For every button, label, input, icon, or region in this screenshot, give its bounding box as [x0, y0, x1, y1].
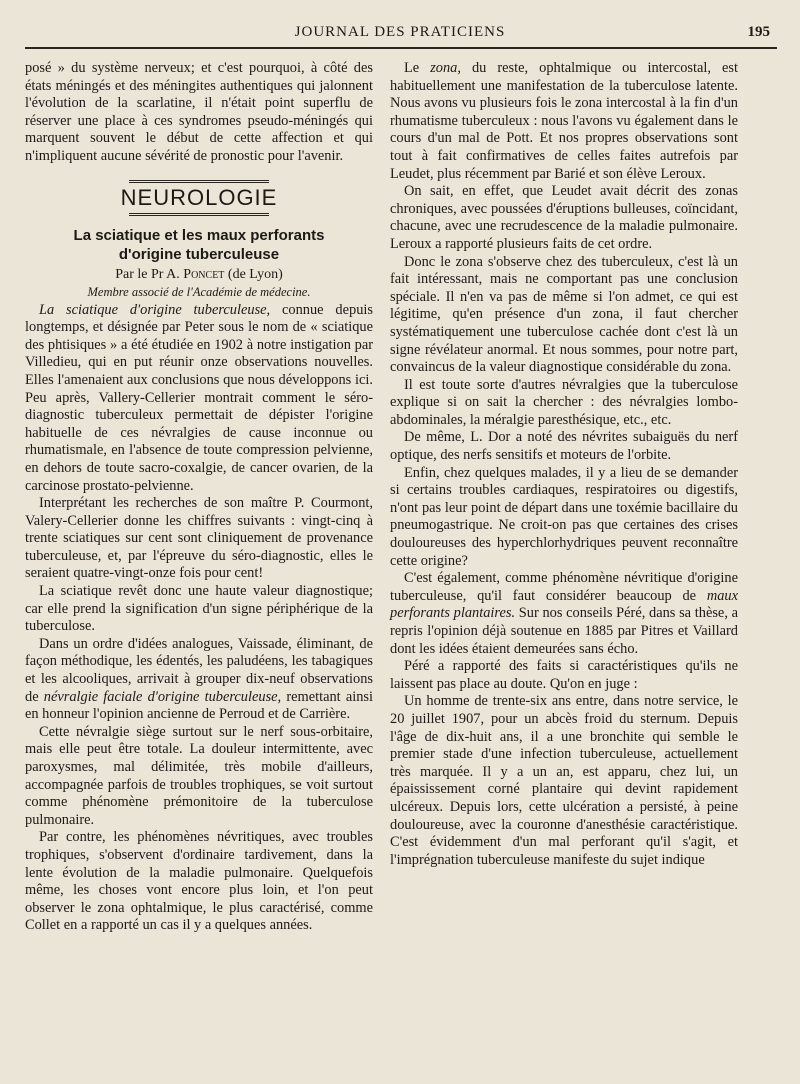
- paragraph: [390, 570, 738, 658]
- paragraph: Péré a rapporté des faits si caractéristiques qu'ils ne laissent pas place au doute. Qu'on en juge :: [390, 658, 738, 692]
- paragraph: Enfin, chez quelques malades, il y a lieu de se demander si certains troubles cardiaques, respiratoires ou digestifs, n'ont pas leur point de départ dans une toxémie bacillaire du pneumogastrique. Ne croit-on pas que certaines des crises douloureuses des hyperchlorhydriques peuvent reconnaître cette origine?: [390, 464, 738, 569]
- paragraph: De même, L. Dor a noté des névrites subaiguës du nerf optique, des nerfs sensitifs et moteurs de l'orbite.: [390, 429, 738, 464]
- paragraph: Interprétant les recherches de son maître P. Courmont, Valery-Cellerier donne les chiffres suivants : vingt-cinq à trente sciatiques sur cent sont cliniquement de provenance tuberculeuse, et, par l'épreuve du séro-diagnostic, elles le seraient quatre-vingt-onze fois pour cent!: [25, 495, 373, 582]
- header-rule: [25, 47, 777, 49]
- paragraph-text: du reste, ophtalmique ou intercostal, est habituellement une manifestation de la tuberculose latente. Nous avons vu plusieurs fois le zona intercostal à la fin d'un rhumatisme tuberculeux : nous l'avons vu également dans le cours d'un mal de Pott. Et nos propres observations sont tout à fait confirmatives de celles faites autrefois par Leudet, plus récemment par Barié et son élève Leroux.: [390, 60, 738, 182]
- italic-phrase: névralgie faciale d'origine tuberculeuse,: [43, 688, 282, 705]
- byline-prefix: Par le Pr A.: [115, 266, 184, 282]
- paragraph: La sciatique revêt donc une haute valeur diagnostique; car elle prend la signification d'un signe périphérique de la tuberculose.: [25, 583, 373, 635]
- byline-author: Poncet: [183, 266, 225, 282]
- paragraph: [25, 302, 373, 496]
- section-heading: [25, 180, 373, 218]
- author-affiliation: Membre associé de l'Académie de médecine.: [87, 284, 311, 299]
- paragraph: posé » du système nerveux; et c'est pourquoi, à côté des états méningés et des méningites authentiques qui jalonnent l'évolution de la scarlatine, il n'était point superflu de réserver une place à ces syndromes pseudo-méningés qui marquent souvent le début de cette affection et qui n'impliquent aucune sévérité de pronostic pour l'avenir.: [25, 60, 373, 164]
- paragraph: Donc le zona s'observe chez des tuberculeux, c'est là un fait intéressant, mais ne comportant pas une conclusion spéciale. Il n'en va pas de même si l'on admet, ce qui est légitime, qu'en présence d'un zona, il faut chercher systématiquement une tuberculose cachée dont c'est là un signe révélateur anormal. Et nous sommes, pour notre part, convaincus de la valeur diagnostique considérable du zona.: [390, 253, 738, 376]
- paragraph-text: connue depuis longtemps, et désignée par Peter sous le nom de « sciatique des phtisiques » a été étudiée en 1902 à notre instigation par Villedieu, qui en put réunir onze observations nouvelles. Elles l'amenaient aux conclusions que nous développons ici. Peu après, Vallery-Cellerier montrait comment le séro-diagnostic tuberculeux permettait de dépister l'origine habituelle de ces névralgies de cause inconnue ou rhumatismale, en l'absence de toute compression pelvienne, en dehors de toute sacro-coxalgie, de cancer ovarien, de la carcinose prostato-pelvienne.: [25, 301, 373, 494]
- italic-phrase: La sciatique d'origine tuberculeuse,: [39, 301, 271, 318]
- running-title: JOURNAL DES PRATICIENS: [294, 24, 506, 40]
- page-number: 195: [747, 24, 770, 40]
- paragraph: On sait, en effet, que Leudet avait décrit des zonas chroniques, avec poussées d'éruptions bulleuses, coïncidant, chacune, avec une recrudescence de la maladie pulmonaire. Leroux a rapporté plusieurs faits de cet ordre.: [390, 183, 738, 252]
- page-header: [0, 0, 800, 50]
- italic-phrase: maux perforants plantaires.: [390, 587, 738, 622]
- paragraph: Il est toute sorte d'autres névralgies que la tuberculose explique si on sait la chercher : des névralgies lombo-abdominales, la méralgie paresthésique, etc., etc.: [390, 376, 738, 428]
- paragraph: Par contre, les phénomènes névritiques, avec troubles trophiques, s'observent d'ordinaire tardivement, dans la lente évolution de la maladie pulmonaire. Quelquefois même, les choses vont encore plus loin, et l'on peut observer le zona ophtalmique, le plus caractérisé, comme Collet en a rapporté un cas il y a quelques années.: [25, 829, 373, 934]
- article-title-line-2: d'origine tuberculeuse: [118, 245, 280, 263]
- paragraph-text: Dans un ordre d'idées analogues, Vaissade, éliminant, de façon méthodique, les édentés, les paludéens, les tabagiques et les alcooliques, arrivait à grouper dix-neuf observations de: [25, 635, 373, 705]
- paragraph: Un homme de trente-six ans entre, dans notre service, le 20 juillet 1907, pour un abcès froid du sternum. Depuis l'âge de dix-huit ans, il a une bronchite qui semble le premier stade d'une infection tuberculeuse, actuellement très marquée. Il y a un an, est apparu, chez lui, un épaississement corné plantaire qui devint rapidement ulcéreux. Depuis lors, cette ulcération a persisté, à peine douloureuse, avec la couronne d'anesthésie caractéristique. C'est évidemment d'un mal perforant qu'il s'agit, et l'imprégnation tuberculeuse manifeste du sujet indique: [390, 693, 738, 868]
- byline-suffix: (de Lyon): [224, 266, 283, 282]
- paragraph: [390, 60, 738, 183]
- italic-phrase: zona,: [430, 60, 461, 76]
- paragraph-text: Sur nos conseils Péré, dans sa thèse, a repris l'opinion déjà soutenue en 1885 par Pitres et Vaillard dont les idées étaient demeurées sans écho.: [390, 605, 738, 657]
- paragraph-text: Le: [404, 60, 431, 76]
- section-title: NEUROLOGIE: [120, 184, 278, 210]
- left-column: [25, 60, 373, 935]
- article-title-line-1: La sciatique et les maux perforants: [73, 226, 325, 244]
- byline: [25, 266, 373, 284]
- paragraph-text: C'est également, comme phénomène névritique d'origine tuberculeuse, qu'il faut considérer beaucoup de: [390, 570, 738, 604]
- paragraph: [25, 636, 373, 724]
- section-rule-bottom: [129, 213, 269, 218]
- right-column: [390, 60, 738, 869]
- article-title: [25, 226, 373, 264]
- paragraph-text: remettant ainsi en honneur l'opinion ancienne de Perroud et de Carrière.: [25, 688, 374, 723]
- paragraph: Cette névralgie siège surtout sur le nerf sous-orbitaire, mais elle peut être totale. La douleur intermittente, avec paroxysmes, mal délimitée, très mobile d'ailleurs, accompagnée parfois de troubles trophiques, se voit surtout comme phénomène prémonitoire de la tuberculose pulmonaire.: [25, 723, 373, 828]
